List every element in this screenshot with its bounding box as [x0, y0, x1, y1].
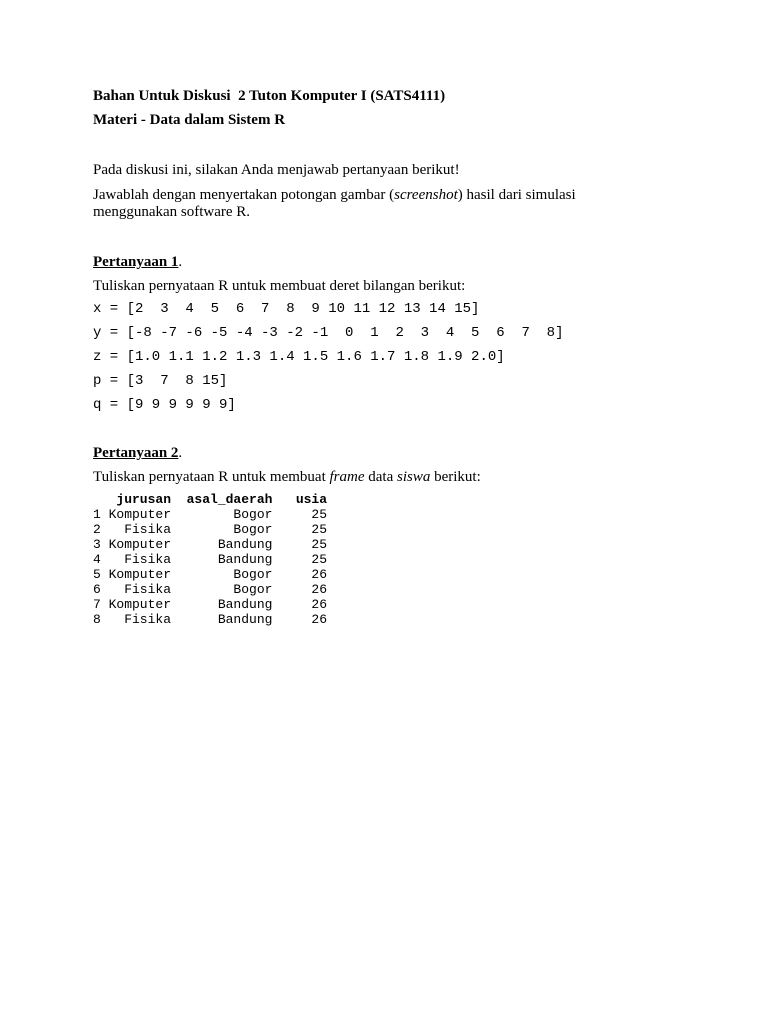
sequence-x: x = [2 3 4 5 6 7 8 9 10 11 12 13 14 15]: [93, 301, 480, 317]
question-2-heading: [93, 445, 182, 462]
question-1-heading-label: Pertanyaan 1: [93, 254, 179, 270]
question-2-text: [93, 469, 653, 486]
question-1-heading-suffix: .: [178, 254, 183, 270]
instruction-text: [93, 187, 653, 221]
sequence-y: y = [-8 -7 -6 -5 -4 -3 -2 -1 0 1 2 3 4 5 6 7 8]: [93, 325, 564, 341]
intro-text: Pada diskusi ini, silakan Anda menjawab pertanyaan berikut!: [93, 162, 460, 178]
question-2-text-siswa: siswa: [396, 469, 431, 485]
instruction-text-post: ) hasil dari simulasi menggunakan software R.: [93, 187, 580, 220]
data-frame-row: 8 Fisika Bandung 26: [93, 612, 328, 627]
question-2-text-pre: Tuliskan pernyataan R untuk membuat: [93, 469, 330, 485]
document-title: Bahan Untuk Diskusi 2 Tuton Komputer I (SATS4111): [93, 88, 446, 104]
instruction-text-emphasis: screenshot: [394, 187, 458, 203]
data-frame-row: 5 Komputer Bogor 26: [93, 567, 328, 582]
data-frame-row: 6 Fisika Bogor 26: [93, 582, 328, 597]
question-2-text-frame: frame: [329, 469, 365, 485]
question-2-heading-label: Pertanyaan 2: [93, 445, 179, 461]
data-frame-row: 4 Fisika Bandung 25: [93, 552, 328, 567]
data-frame-siswa: [93, 492, 327, 627]
data-frame-row: 3 Komputer Bandung 25: [93, 537, 328, 552]
document-subtitle: Materi - Data dalam Sistem R: [93, 112, 286, 128]
data-frame-row: 1 Komputer Bogor 25: [93, 507, 328, 522]
question-1-text: Tuliskan pernyataan R untuk membuat deret bilangan berikut:: [93, 278, 466, 294]
sequence-p: p = [3 7 8 15]: [93, 373, 228, 389]
question-2-text-mid: data: [364, 469, 397, 485]
instruction-text-pre: Jawablah dengan menyertakan potongan gambar (: [93, 187, 395, 203]
data-frame-header: jurusan asal_daerah usia: [93, 492, 328, 507]
data-frame-row: 7 Komputer Bandung 26: [93, 597, 328, 612]
sequence-z: z = [1.0 1.1 1.2 1.3 1.4 1.5 1.6 1.7 1.8 1.9 2.0]: [93, 349, 505, 365]
question-1-heading: [93, 254, 182, 271]
sequence-q: q = [9 9 9 9 9 9]: [93, 397, 236, 413]
data-frame-row: 2 Fisika Bogor 25: [93, 522, 328, 537]
question-2-heading-suffix: .: [178, 445, 183, 461]
question-2-text-post: berikut:: [430, 469, 481, 485]
